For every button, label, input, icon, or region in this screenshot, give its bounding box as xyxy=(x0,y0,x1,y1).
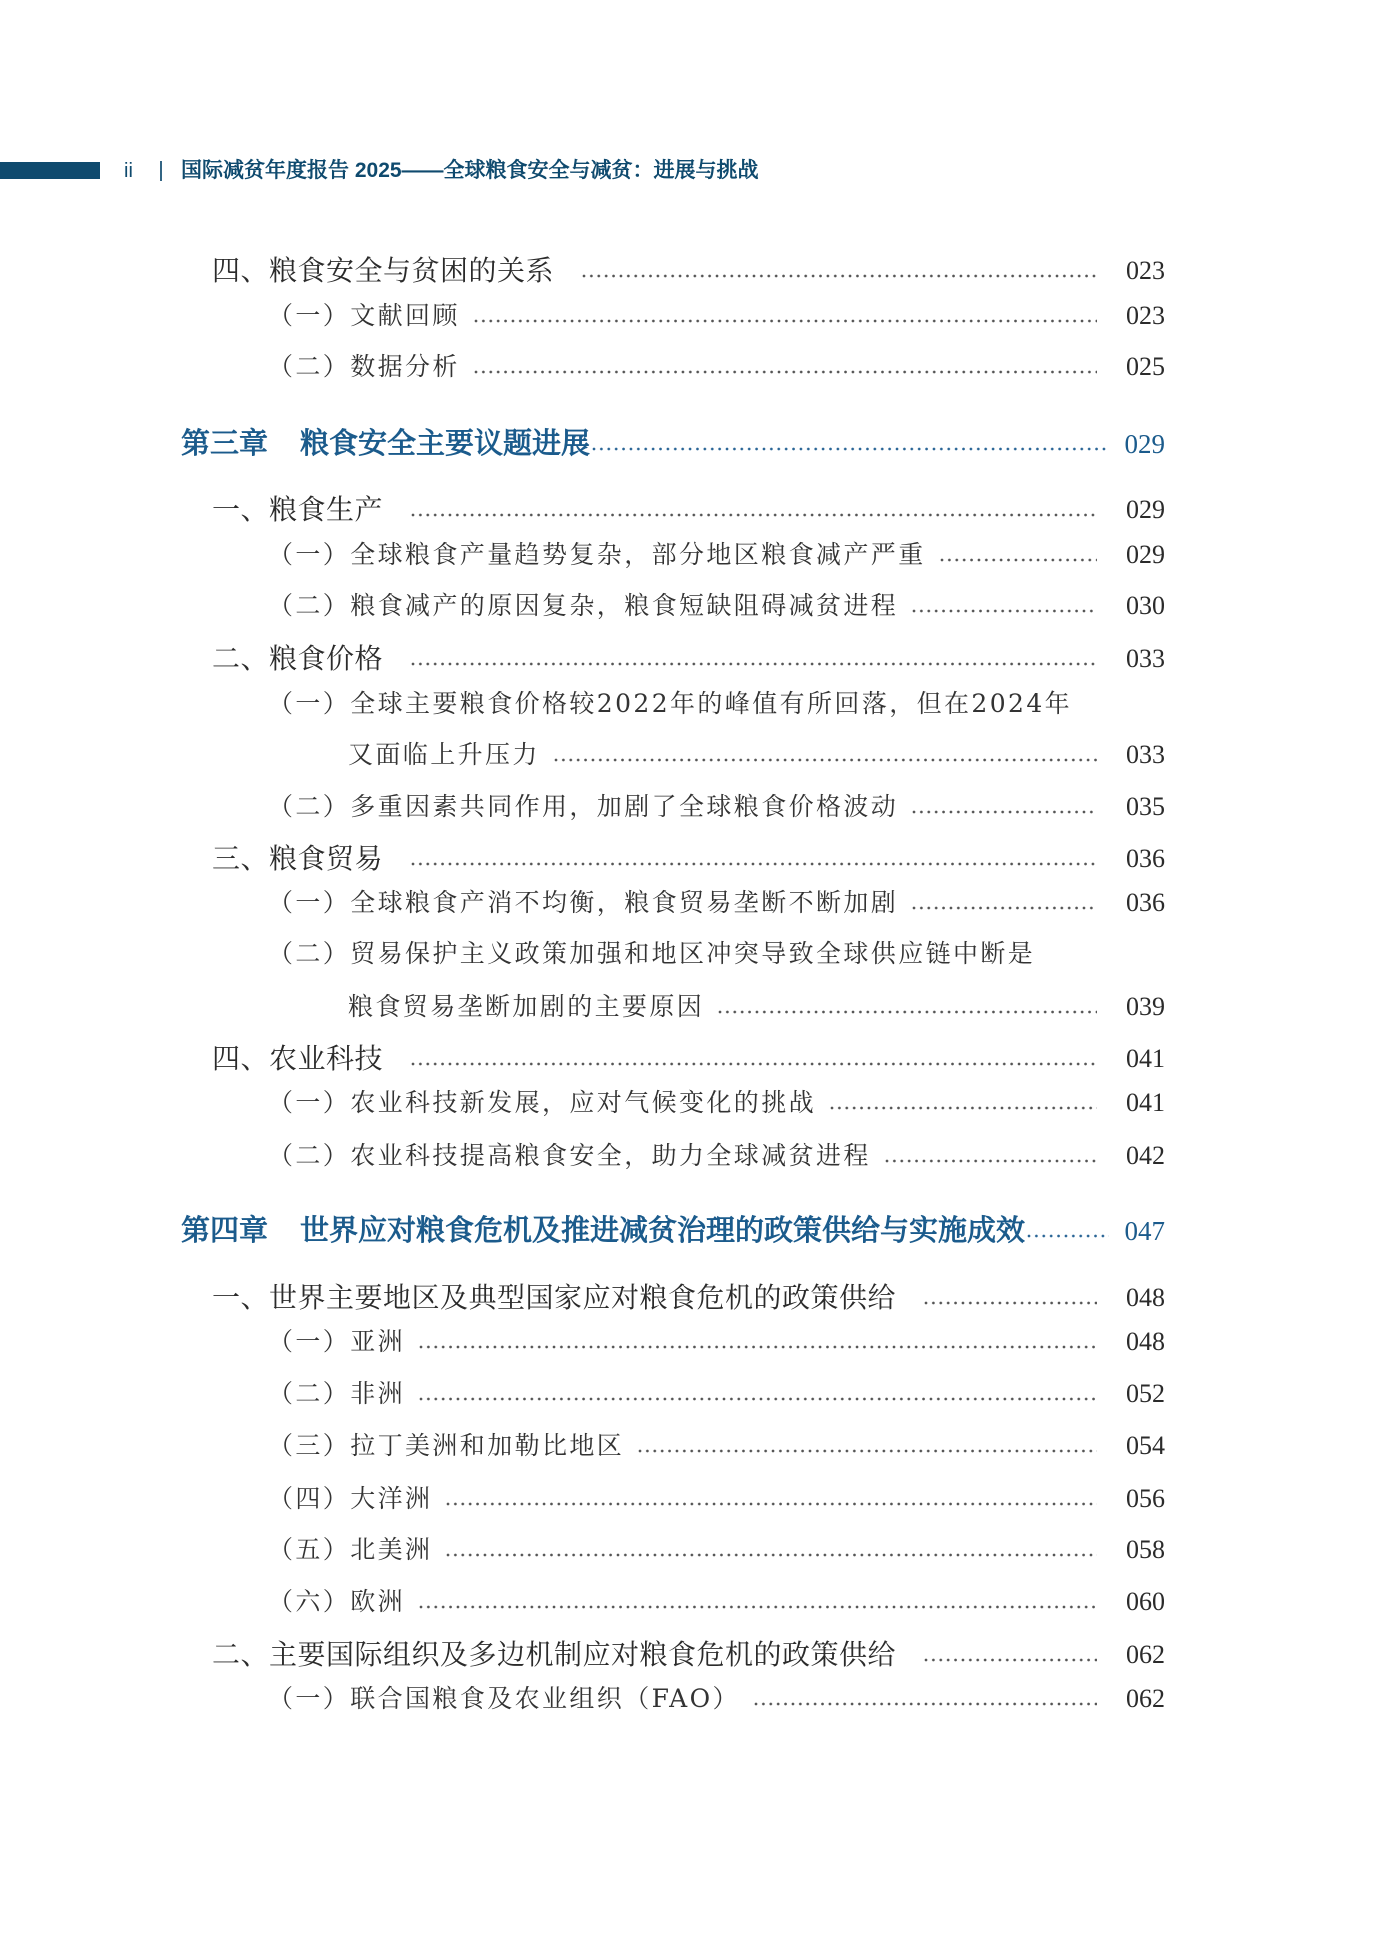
dot-leader xyxy=(411,1062,1097,1066)
toc-entry-label: （一）全球粮食产消不均衡，粮食贸易垄断不断加剧 xyxy=(268,888,899,917)
toc-entry-label: （一）全球粮食产量趋势复杂，部分地区粮食减产严重 xyxy=(268,540,926,569)
header-page-number: ii xyxy=(124,160,133,182)
dot-leader xyxy=(924,1301,1097,1305)
toc-entry-page: 060 xyxy=(1126,1587,1165,1616)
dot-leader xyxy=(411,513,1097,517)
toc-subentry xyxy=(268,1374,1165,1414)
toc-entry-page: 035 xyxy=(1126,792,1165,821)
toc-entry-label: 二、粮食价格 xyxy=(212,642,384,675)
dot-leader xyxy=(419,1605,1097,1609)
toc-entry-label: （三）拉丁美洲和加勒比地区 xyxy=(268,1431,625,1460)
dot-leader xyxy=(419,1345,1097,1349)
toc-entry-page: 030 xyxy=(1126,591,1165,620)
toc-subentry xyxy=(268,296,1165,336)
dot-leader xyxy=(554,758,1097,762)
dot-leader xyxy=(411,662,1097,666)
toc-entry-label: 二、主要国际组织及多边机制应对粮食危机的政策供给 xyxy=(212,1638,897,1671)
toc-entry-label: （五）北美洲 xyxy=(268,1535,433,1564)
toc-entry-page: 052 xyxy=(1126,1379,1165,1408)
toc-subentry xyxy=(268,535,1165,575)
toc-subentry-line2 xyxy=(348,987,1165,1027)
dot-leader xyxy=(474,319,1097,323)
toc-entry-page: 042 xyxy=(1126,1141,1165,1170)
toc-entry-page: 025 xyxy=(1126,352,1165,381)
toc-entry-label: （一）亚洲 xyxy=(268,1327,406,1356)
chapter-title: 粮食安全主要议题进展 xyxy=(300,428,591,460)
dot-leader xyxy=(924,1658,1097,1662)
chapter-number: 第四章 xyxy=(181,1215,269,1247)
toc-entry-page: 041 xyxy=(1126,1088,1165,1117)
toc-entry-label: 三、粮食贸易 xyxy=(212,842,384,875)
toc-subentry xyxy=(268,883,1165,923)
toc-entry-page: 036 xyxy=(1126,844,1165,873)
dot-leader xyxy=(474,370,1097,374)
toc-entry-continuation: 粮食贸易垄断加剧的主要原因 xyxy=(348,992,705,1021)
toc-entry-page: 036 xyxy=(1126,888,1165,917)
dot-leader xyxy=(411,862,1097,866)
toc-entry xyxy=(212,1635,1165,1675)
toc-subentry xyxy=(268,1582,1165,1622)
chapter-title: 世界应对粮食危机及推进减贫治理的政策供给与实施成效 xyxy=(300,1215,1026,1247)
toc-entry-label: 四、农业科技 xyxy=(212,1042,384,1075)
toc-subentry-line2 xyxy=(348,735,1165,775)
dot-leader xyxy=(885,1159,1097,1163)
header-divider xyxy=(160,161,162,181)
toc-entry-page: 033 xyxy=(1126,740,1165,769)
toc-subentry xyxy=(268,1322,1165,1362)
dot-leader xyxy=(754,1702,1097,1706)
toc-entry-label: （一）农业科技新发展，应对气候变化的挑战 xyxy=(268,1088,817,1117)
toc-entry-continuation: 又面临上升压力 xyxy=(348,740,540,769)
toc-entry-label: 一、粮食生产 xyxy=(212,493,384,526)
dot-leader xyxy=(446,1502,1097,1506)
toc-entry-page: 048 xyxy=(1126,1327,1165,1356)
chapter-page: 029 xyxy=(1124,429,1165,459)
toc-entry-page: 048 xyxy=(1126,1283,1165,1312)
toc-entry-label: （二）非洲 xyxy=(268,1379,406,1408)
dot-leader xyxy=(638,1449,1097,1453)
dot-leader xyxy=(446,1553,1097,1557)
toc-entry-page: 029 xyxy=(1126,540,1165,569)
dot-leader xyxy=(912,609,1097,613)
toc-entry xyxy=(212,251,1165,291)
dot-leader xyxy=(582,274,1097,278)
toc-entry-label: 四、粮食安全与贫困的关系 xyxy=(212,254,555,287)
toc-entry-page: 023 xyxy=(1126,301,1165,330)
dot-leader xyxy=(718,1010,1097,1014)
chapter-number: 第三章 xyxy=(181,428,269,460)
toc-entry-page: 039 xyxy=(1126,992,1165,1021)
toc-entry-label: （六）欧洲 xyxy=(268,1587,406,1616)
toc-subentry xyxy=(268,1426,1165,1466)
toc-entry-page: 056 xyxy=(1126,1484,1165,1513)
toc-entry-page: 062 xyxy=(1126,1684,1165,1713)
toc-entry-label: （二）农业科技提高粮食安全，助力全球减贫进程 xyxy=(268,1141,871,1170)
toc-entry-label: 一、世界主要地区及典型国家应对粮食危机的政策供给 xyxy=(212,1281,897,1314)
header-title: 国际减贫年度报告 2025——全球粮食安全与减贫：进展与挑战 xyxy=(181,159,759,182)
toc-subentry xyxy=(268,347,1165,387)
toc-entry xyxy=(212,1039,1165,1079)
toc-entry-page: 058 xyxy=(1126,1535,1165,1564)
toc-entry-label: （四）大洋洲 xyxy=(268,1484,433,1513)
toc-subentry-line1 xyxy=(268,934,1165,974)
toc-entry-page: 029 xyxy=(1126,495,1165,524)
dot-leader xyxy=(592,447,1109,451)
toc-chapter xyxy=(181,424,1165,464)
toc-entry-label: （一）联合国粮食及农业组织（FAO） xyxy=(268,1684,740,1713)
toc-entry xyxy=(212,1278,1165,1318)
toc-subentry xyxy=(268,1083,1165,1123)
toc-entry xyxy=(212,639,1165,679)
toc-entry-page: 054 xyxy=(1126,1431,1165,1460)
toc-entry xyxy=(212,839,1165,879)
toc-subentry xyxy=(268,1479,1165,1519)
toc-entry-label: （二）贸易保护主义政策加强和地区冲突导致全球供应链中断是 xyxy=(268,939,1036,968)
toc-entry xyxy=(212,490,1165,530)
toc-entry-page: 041 xyxy=(1126,1044,1165,1073)
toc-entry-label: （一）文献回顾 xyxy=(268,301,460,330)
toc-entry-page: 033 xyxy=(1126,644,1165,673)
toc-subentry xyxy=(268,1530,1165,1570)
dot-leader xyxy=(912,906,1097,910)
dot-leader xyxy=(830,1106,1097,1110)
toc-entry-page: 062 xyxy=(1126,1640,1165,1669)
chapter-page: 047 xyxy=(1124,1216,1165,1246)
toc-subentry xyxy=(268,787,1165,827)
toc-entry-label: （二）粮食减产的原因复杂，粮食短缺阻碍减贫进程 xyxy=(268,591,899,620)
toc-entry-label: （二）多重因素共同作用，加剧了全球粮食价格波动 xyxy=(268,792,899,821)
toc-subentry xyxy=(268,1679,1165,1719)
toc-subentry-line1 xyxy=(268,684,1165,724)
toc-subentry xyxy=(268,586,1165,626)
header-accent-bar xyxy=(0,162,100,179)
dot-leader xyxy=(1027,1234,1109,1238)
dot-leader xyxy=(912,810,1097,814)
toc-entry-label: （二）数据分析 xyxy=(268,352,460,381)
toc-chapter xyxy=(181,1211,1165,1251)
toc-entry-page: 023 xyxy=(1126,256,1165,285)
dot-leader xyxy=(940,558,1097,562)
toc-entry-label: （一）全球主要粮食价格较2022年的峰值有所回落，但在2024年 xyxy=(268,689,1073,718)
dot-leader xyxy=(419,1397,1097,1401)
toc-subentry xyxy=(268,1136,1165,1176)
